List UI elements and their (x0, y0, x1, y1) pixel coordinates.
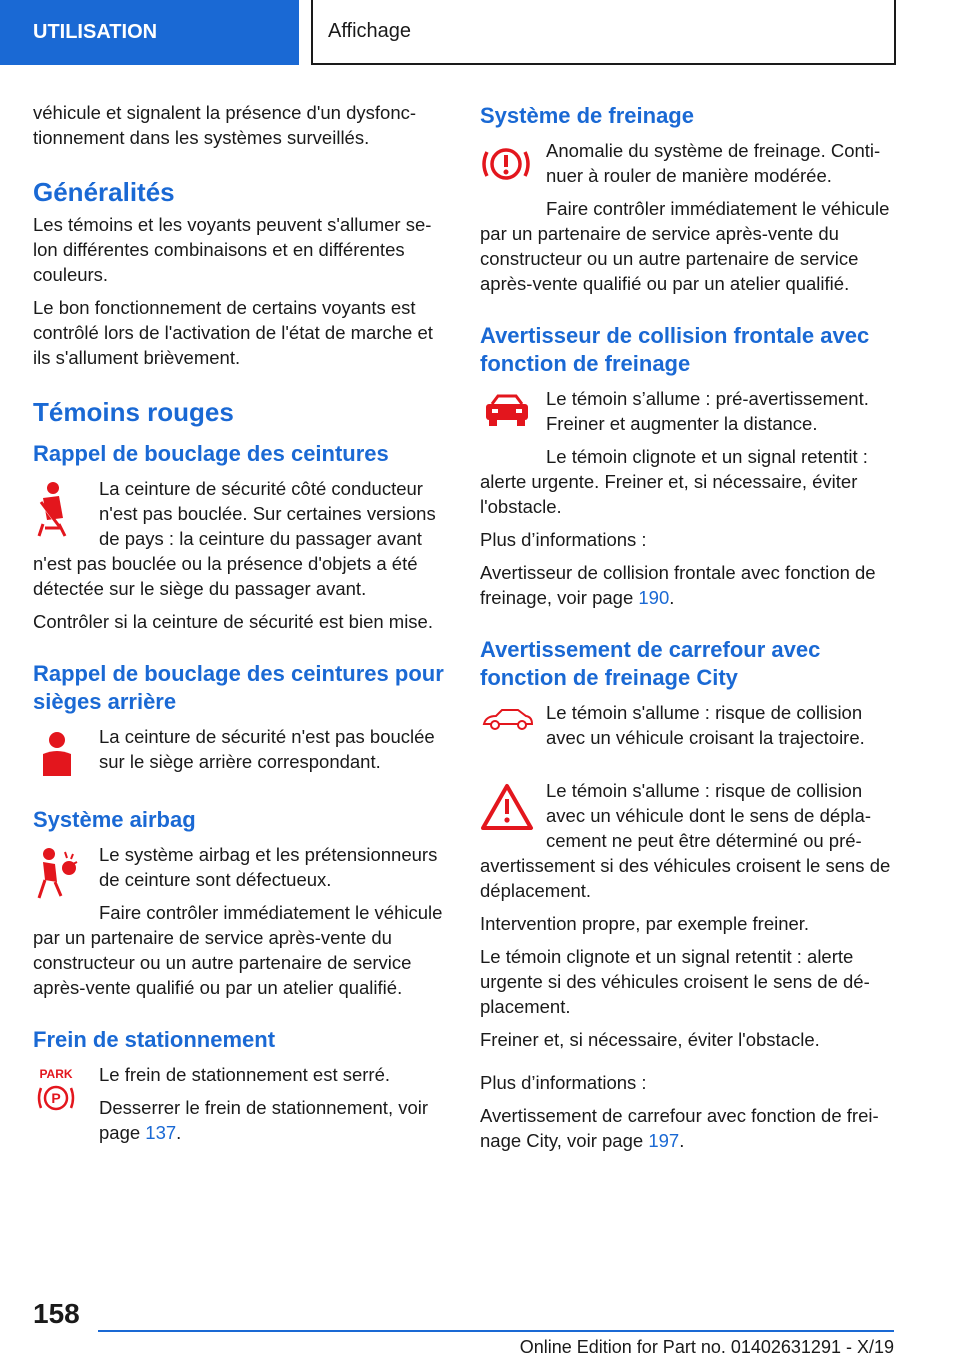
collision-text-4: Avertisseur de collision frontale avec fonction de freinage, voir page 190. (480, 562, 876, 608)
airbag-text-2: Faire contrôler immédiatement le véhicule par un partenaire de service après-vente du constructeur ou un autre partenaire de service après-vente qualifié ou par un atelier qualifié. (33, 902, 443, 998)
carrefour-text-2: Le témoin s'allume : risque de collision avec un véhicule dont le sens de déplacement ne peut être déterminé ou pré-avertissement si des véhicules croisent le sens de déplacement. (480, 780, 891, 901)
freinage-text-2: Faire contrôler immédiatement le véhicule par un partenaire de service après-vente du constructeur ou un autre partenaire de service après-vente qualifié ou par un atelier qualifié. (480, 198, 890, 294)
heading-airbag: Système airbag (33, 807, 196, 832)
frein-stationnement-text-1: Le frein de stationnement est serré. (99, 1064, 391, 1085)
carrefour-text-5: Freiner et, si nécessaire, éviter l'obstacle. (480, 1029, 820, 1050)
heading-temoins-rouges: Témoins rouges (33, 397, 234, 427)
heading-generalites: Généralités (33, 177, 175, 207)
carrefour-text-6: Plus d’informations : (480, 1072, 647, 1093)
airbag-icon (33, 846, 99, 906)
warning-triangle-icon (480, 782, 546, 842)
page-number: 158 (33, 1298, 80, 1329)
carrefour-text-4: Le témoin clignote et un signal retentit : alerte urgente si des véhicules croisent le sens de déplacement. (480, 946, 870, 1017)
heading-carrefour: Avertissement de carrefour avec fonction de freinage City (480, 637, 821, 690)
freinage-text-1: Anomalie du système de freinage. Continuer à rouler de manière modérée. (546, 140, 881, 186)
chapter-title: Affichage (328, 20, 412, 42)
left-column (33, 100, 448, 1153)
parking-brake-icon (33, 1066, 99, 1126)
section-title: UTILISATION (33, 21, 158, 43)
ceintures-arriere-text: La ceinture de sécurité n'est pas bouclée sur le siège arrière correspondant. (99, 726, 435, 772)
heading-ceintures-arriere: Rappel de bouclage des ceintures pour sièges arrière (33, 661, 444, 714)
page-link-137[interactable]: 137 (145, 1122, 177, 1143)
heading-freinage: Système de freinage (480, 103, 694, 128)
right-column (480, 100, 896, 1161)
footer-rule (98, 1330, 894, 1332)
generalites-text-2: Le bon fonctionnement de certains voyants est contrôlé lors de l'activation de l'état de marche et ils s'allument brièvement. (33, 297, 433, 368)
park-label: PARK (39, 1067, 73, 1081)
collision-text-1: Le témoin s’allume : pré-avertissement. Freiner et augmenter la distance. (546, 388, 869, 434)
airbag-text-1: Le système airbag et les prétensionneurs de ceinture sont défectueux. (99, 844, 438, 890)
carrefour-text-3: Intervention propre, par exemple freiner. (480, 913, 810, 934)
rear-seatbelt-icon (33, 728, 99, 788)
heading-frein-stationnement: Frein de stationnement (33, 1027, 276, 1052)
svg-text:P: P (51, 1090, 61, 1106)
brake-warning-icon (480, 142, 546, 202)
frein-stationnement-text-2: Desserrer le frein de stationnement, voir page 137. (99, 1097, 429, 1143)
carrefour-text-7: Avertissement de carrefour avec fonction de freinage City, voir page 197. (480, 1105, 879, 1151)
collision-car-icon (480, 390, 546, 450)
page-link-197[interactable]: 197 (648, 1130, 680, 1151)
collision-text-2: Le témoin clignote et un signal retentit : alerte urgente. Freiner et, si nécessaire, éviter l'obstacle. (480, 446, 868, 517)
seatbelt-warning-icon (33, 480, 99, 540)
intro-text: véhicule et signalent la présence d'un dysfonctionnement dans les systèmes surveillés. (33, 102, 417, 148)
generalites-text-1: Les témoins et les voyants peuvent s'allumer selon différentes combinaisons et en différentes couleurs. (33, 214, 432, 285)
side-car-icon (480, 704, 546, 764)
ceintures-text-2: Contrôler si la ceinture de sécurité est bien mise. (33, 611, 433, 632)
heading-ceintures: Rappel de bouclage des ceintures (33, 441, 389, 466)
section-tab (0, 0, 299, 65)
ceintures-text-1: La ceinture de sécurité côté conducteur n'est pas bouclée. Sur certaines versions de pays : la ceinture du passager avant n'est pas bouclée ou la présence d'objets a été détectée sur le siège du passager avant. (33, 478, 436, 599)
heading-collision: Avertisseur de collision frontale avec fonction de freinage (480, 323, 870, 376)
page-link-190[interactable]: 190 (638, 587, 670, 608)
chapter-header (311, 0, 896, 65)
carrefour-text-1: Le témoin s'allume : risque de collision avec un véhicule croisant la trajectoire. (546, 702, 865, 748)
collision-text-3: Plus d’informations : (480, 529, 647, 550)
footer-edition: Online Edition for Part no. 01402631291 - X/19 (519, 1337, 894, 1357)
